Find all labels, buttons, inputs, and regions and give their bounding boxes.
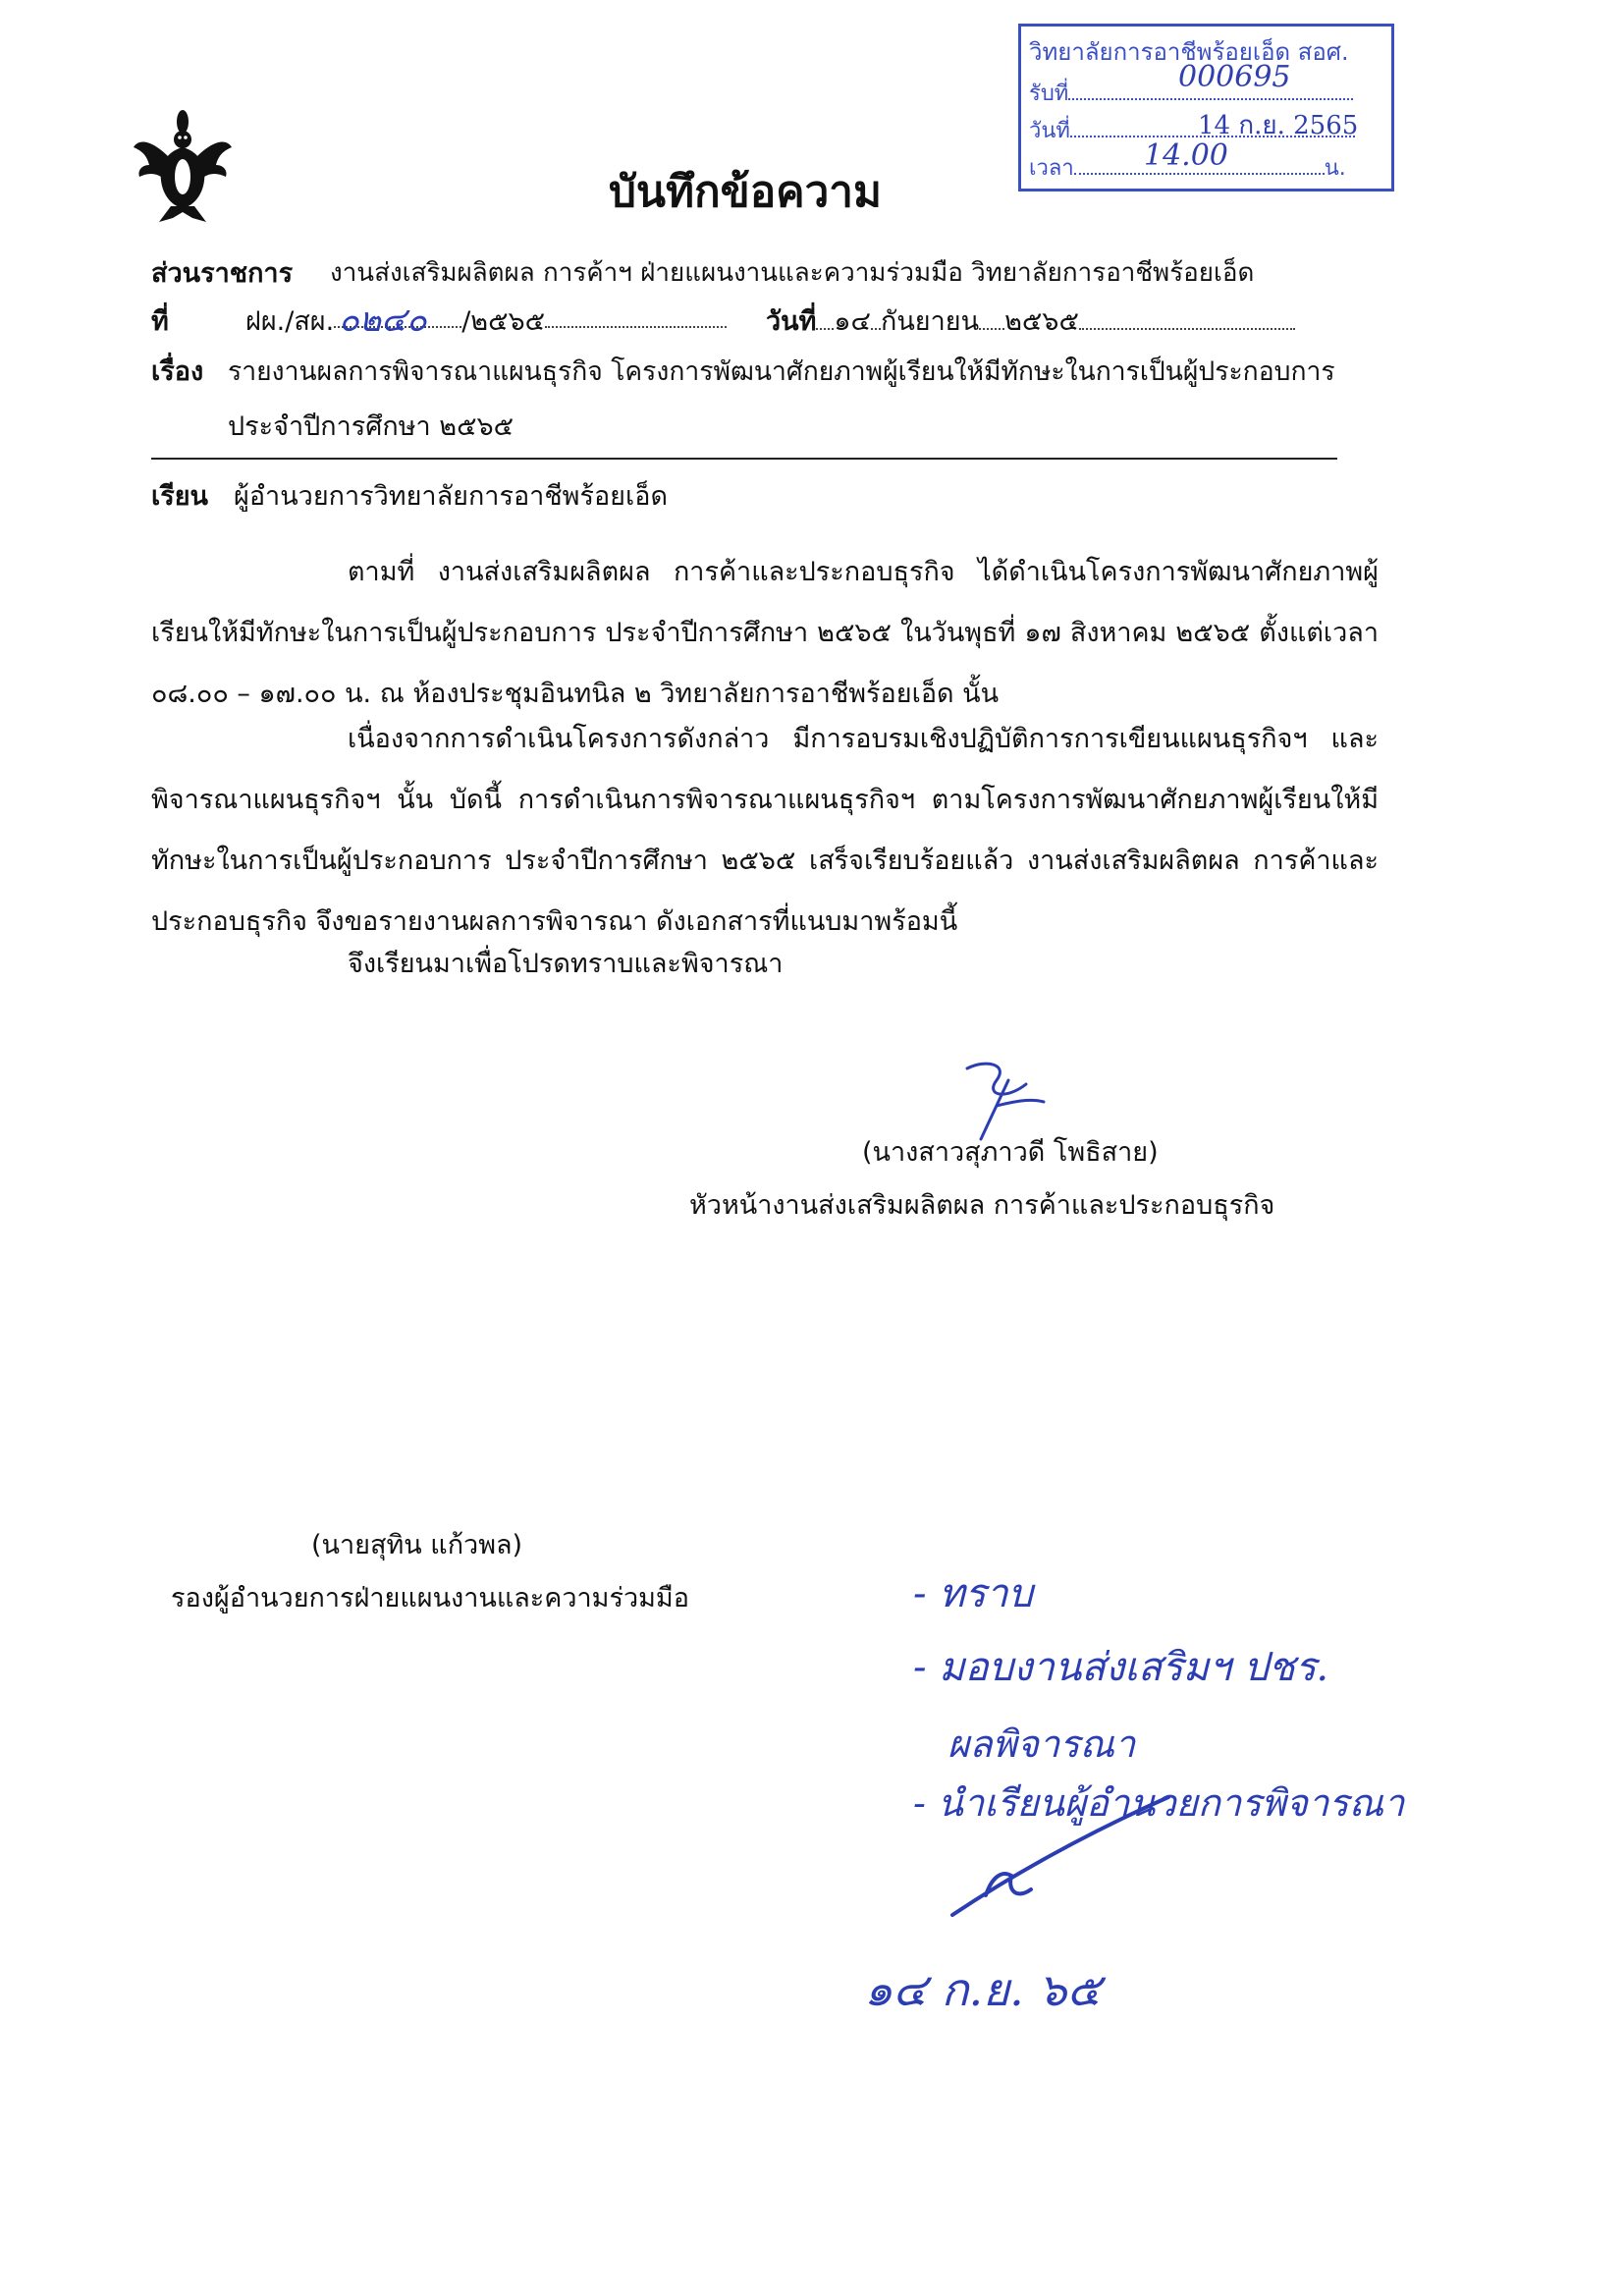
- body-paragraph-1: ตามที่ งานส่งเสริมผลิตผล การค้าและประกอบธุรกิจ ได้ดำเนินโครงการพัฒนาศักยภาพผู้เรียนให้มีทักษะในการเป็นผู้ประกอบการ ประจำปีการศึกษา ๒๕๖๕ ในวันพุธที่ ๑๗ สิงหาคม ๒๕๖๕ ตั้งแต่เวลา ๐๘.๐๐ – ๑๗.๐๐ น. ณ ห้องประชุมอินทนิล ๒ วิทยาลัยการอาชีพร้อยเอ็ด นั้น: [151, 557, 1379, 709]
- handwritten-date: ๑๔ ก.ย. ๖๕: [864, 1963, 1102, 2016]
- ref-year: /๒๕๖๕: [461, 306, 546, 337]
- stamp-received-value: 000695: [1178, 60, 1291, 94]
- date-day: ๑๔: [834, 306, 871, 337]
- handwritten-note-3: ผลพิจารณา: [947, 1722, 1136, 1766]
- page-title: บันทึกข้อความ: [609, 167, 883, 217]
- stamp-org: วิทยาลัยการอาชีพร้อยเอ็ด สอศ.: [1029, 38, 1349, 66]
- stamp-time-value: 14.00: [1144, 138, 1228, 173]
- garuda-emblem-icon: [130, 108, 236, 224]
- received-stamp: [1018, 24, 1394, 191]
- ref-line: [245, 306, 727, 338]
- signer-1-name: (นางสาวสุภาวดี โพธิสาย): [862, 1137, 1159, 1168]
- handwritten-note-1: - ทราบ: [913, 1571, 1033, 1616]
- stamp-date-value: 14 ก.ย. 2565: [1198, 111, 1359, 140]
- ref-prefix: ฝผ./สผ.: [245, 306, 335, 337]
- agency-value: งานส่งเสริมผลิตผล การค้าฯ ฝ่ายแผนงานและความร่วมมือ วิทยาลัยการอาชีพร้อยเอ็ด: [330, 258, 1255, 288]
- closing-text: จึงเรียนมาเพื่อโปรดทราบและพิจารณา: [348, 949, 784, 979]
- agency-label: ส่วนราชการ: [151, 258, 294, 289]
- stamp-date-label: วันที่: [1029, 119, 1070, 143]
- to-value: ผู้อำนวยการวิทยาลัยการอาชีพร้อยเอ็ด: [234, 481, 668, 512]
- signature-1-icon: [947, 1051, 1056, 1144]
- header-divider: [151, 458, 1337, 460]
- subject-label: เรื่อง: [151, 356, 204, 387]
- signer-2-position: รองผู้อำนวยการฝ่ายแผนงานและความร่วมมือ: [171, 1583, 689, 1613]
- to-label: เรียน: [151, 481, 209, 512]
- subject-line2: ประจำปีการศึกษา ๒๕๖๕: [228, 411, 514, 442]
- date-month: กันยายน: [881, 306, 980, 337]
- date-label: วันที่: [766, 306, 817, 337]
- date-year: ๒๕๖๕: [1004, 306, 1079, 337]
- ref-number: ๐๒๔๐: [339, 301, 427, 340]
- signer-2-name: (นายสุทิน แก้วพล): [311, 1530, 523, 1560]
- date-line: [766, 306, 1295, 338]
- stamp-time-unit: น.: [1324, 156, 1346, 181]
- signer-1-position: หัวหน้างานส่งเสริมผลิตผล การค้าและประกอบธุรกิจ: [689, 1190, 1275, 1221]
- stamp-received-label: รับที่: [1029, 82, 1069, 106]
- subject-line1: รายงานผลการพิจารณาแผนธุรกิจ โครงการพัฒนาศักยภาพผู้เรียนให้มีทักษะในการเป็นผู้ประกอบการ: [228, 356, 1335, 387]
- handwritten-initial-icon: [923, 1768, 1178, 1944]
- body-paragraph-2: เนื่องจากการดำเนินโครงการดังกล่าว มีการอบรมเชิงปฏิบัติการการเขียนแผนธุรกิจฯ และพิจารณาแผนธุรกิจฯ นั้น บัดนี้ การดำเนินการพิจารณาแผนธุรกิจฯ ตามโครงการพัฒนาศักยภาพผู้เรียนให้มีทักษะในการเป็นผู้ประกอบการ ประจำปีการศึกษา ๒๕๖๕ เสร็จเรียบร้อยแล้ว งานส่งเสริมผลิตผล การค้าและประกอบธุรกิจ จึงขอรายงานผลการพิจารณา ดังเอกสารที่แนบมาพร้อมนี้: [151, 724, 1379, 937]
- ref-label: ที่: [151, 306, 169, 337]
- handwritten-note-4: - นำเรียนผู้อำนวยการพิจารณา: [913, 1781, 1405, 1825]
- stamp-time-label: เวลา: [1029, 156, 1074, 181]
- handwritten-note-2: - มอบงานส่งเสริมฯ ปชร.: [913, 1645, 1329, 1690]
